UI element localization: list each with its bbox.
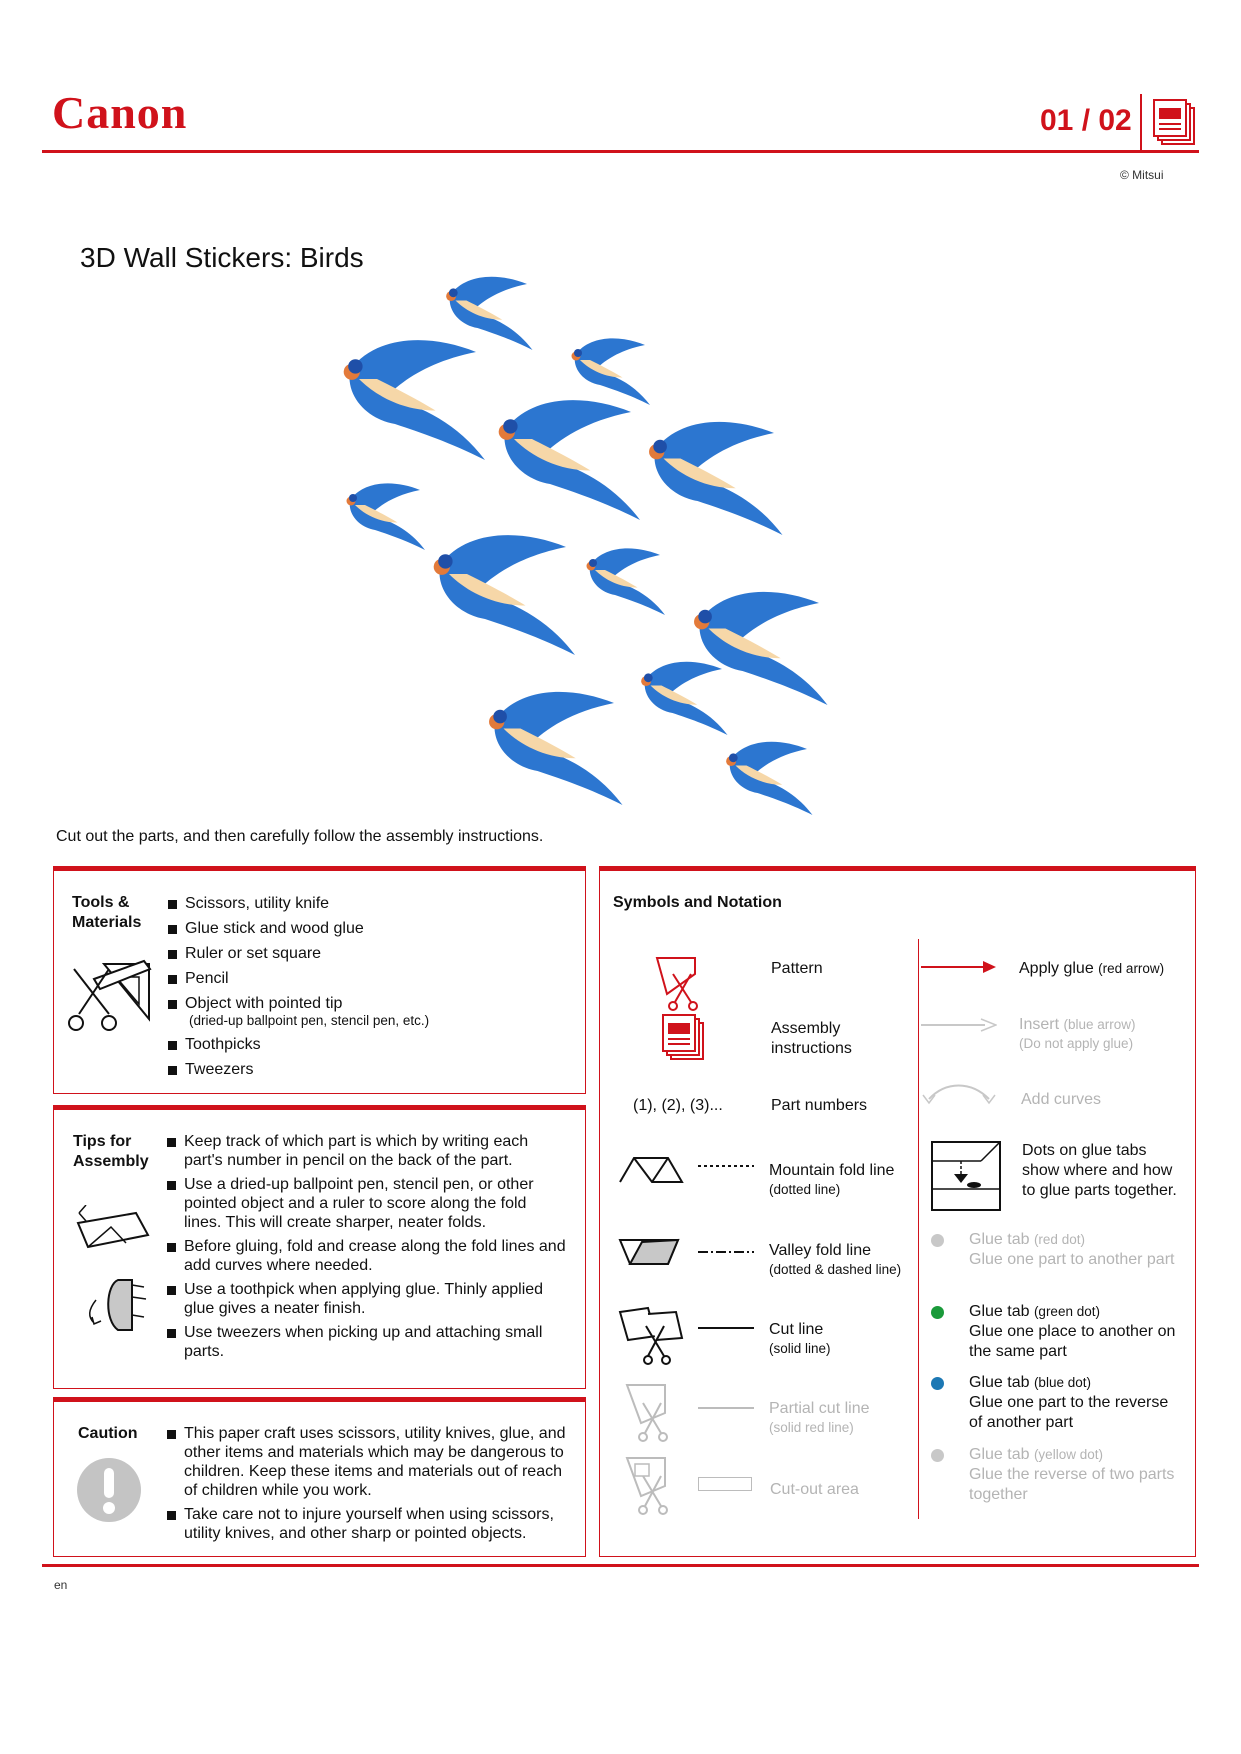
partial-cut-line: Partial cut line (solid red line) xyxy=(769,1400,870,1435)
glue-tab-red: Glue tab (red dot) Glue one part to another part xyxy=(969,1231,1175,1268)
partial-cut-icon xyxy=(625,1383,675,1443)
cutout-area-icon xyxy=(625,1456,675,1516)
instructions-doc-icon xyxy=(1152,98,1200,148)
assembly-instructions-label: Assembly instructions xyxy=(771,1020,852,1057)
cutout-rect-icon xyxy=(698,1477,752,1491)
curve-arrows-icon xyxy=(921,1081,997,1107)
tools-list xyxy=(168,894,568,1079)
footer-rule xyxy=(42,1564,1199,1567)
glue-tab-blue: Glue tab (blue dot) Glue one part to the reverse of another part xyxy=(969,1374,1169,1431)
valley-fold: Valley fold line (dotted & dashed line) xyxy=(769,1242,902,1277)
tip-item: Use tweezers when picking up and attaching small parts. xyxy=(167,1323,567,1361)
insert: Insert (blue arrow) (Do not apply glue) xyxy=(1019,1016,1136,1051)
caution-list xyxy=(167,1424,567,1543)
tool-item: Pencil xyxy=(168,969,568,988)
part-numbers-label: Part numbers xyxy=(771,1097,868,1114)
part-numbers-code: (1), (2), (3)... xyxy=(633,1097,723,1114)
tips-assembly-box xyxy=(53,1105,586,1389)
glue-tab-green: Glue tab (green dot) Glue one place to another on the same part xyxy=(969,1303,1176,1360)
yellow-dot-icon xyxy=(931,1449,944,1462)
tool-item: Tweezers xyxy=(168,1060,568,1079)
canon-logo: Canon xyxy=(52,87,188,138)
valley-fold-icon xyxy=(618,1236,684,1268)
symbols-column-divider xyxy=(918,939,919,1519)
dot-dash-line-icon xyxy=(698,1249,754,1255)
tip-item: Use a toothpick when applying glue. Thinly applied glue gives a neater finish. xyxy=(167,1280,567,1318)
solid-line-icon xyxy=(698,1325,754,1331)
page-number: 01 / 02 xyxy=(1040,104,1132,137)
copyright: © Mitsui xyxy=(1120,168,1164,182)
green-dot-icon xyxy=(931,1306,944,1319)
caution-heading: Caution xyxy=(78,1425,138,1442)
caution-item: Take care not to injure yourself when using scissors, utility knives, and other sharp or pointed objects. xyxy=(167,1505,567,1543)
tip-item: Use a dried-up ballpoint pen, stencil pen, or other pointed object and a ruler to score along the fold lines. This will create sharper, neater folds. xyxy=(167,1175,567,1232)
symbols-heading: Symbols and Notation xyxy=(613,894,782,911)
tool-item: Ruler or set square xyxy=(168,944,568,963)
grey-arrow-icon xyxy=(921,1017,997,1033)
tool-item: Glue stick and wood glue xyxy=(168,919,568,938)
dotted-line-icon xyxy=(698,1163,754,1169)
header-rule xyxy=(42,150,1199,153)
apply-glue: Apply glue (red arrow) xyxy=(1019,960,1165,977)
caution-box xyxy=(53,1397,586,1557)
language-code: en xyxy=(54,1578,68,1592)
tip-item: Keep track of which part is which by writing each part's number in pencil on the back of the part. xyxy=(167,1132,567,1170)
grey-line-icon xyxy=(698,1405,754,1411)
cut-line: Cut line (solid line) xyxy=(769,1321,831,1356)
tips-heading: Tips for Assembly xyxy=(73,1133,149,1170)
glue-tab-yellow: Glue tab (yellow dot) Glue the reverse of two parts together xyxy=(969,1446,1175,1503)
pointed-tip-note: (dried-up ballpoint pen, stencil pen, etc.) xyxy=(189,1013,430,1028)
symbols-notation-box xyxy=(599,866,1196,1557)
pattern-scissors-icon xyxy=(655,956,705,1011)
tip-item: Before gluing, fold and crease along the fold lines and add curves where needed. xyxy=(167,1237,567,1275)
blue-dot-icon xyxy=(931,1377,944,1390)
glue-tab-dots-icon xyxy=(931,1141,1001,1213)
page-title: 3D Wall Stickers: Birds xyxy=(80,242,364,273)
cutout-area-label: Cut-out area xyxy=(770,1481,859,1498)
add-curves-label: Add curves xyxy=(1021,1091,1102,1108)
glue-dots-explanation: Dots on glue tabs show where and how to glue parts together. xyxy=(1022,1142,1177,1199)
caution-item: This paper craft uses scissors, utility knives, glue, and other items and materials which may be dangerous to children. Keep these items and materials out of reach of children while you work. xyxy=(167,1424,567,1500)
swallow-birds-illustration xyxy=(330,275,930,815)
mountain-fold-icon xyxy=(618,1154,684,1186)
pattern-label: Pattern xyxy=(771,960,823,977)
tool-item: Scissors, utility knife xyxy=(168,894,568,913)
tool-item: Toothpicks xyxy=(168,1035,568,1054)
header-divider xyxy=(1140,94,1142,152)
tools-materials-box xyxy=(53,866,586,1094)
intro-text: Cut out the parts, and then carefully follow the assembly instructions. xyxy=(56,828,544,845)
assembly-doc-icon xyxy=(662,1014,706,1064)
scissors-ruler-pencil-icon xyxy=(64,959,164,1039)
scoring-folding-hands-icon xyxy=(76,1205,156,1350)
exclamation-icon xyxy=(76,1457,142,1523)
tips-list xyxy=(167,1132,567,1361)
mountain-fold: Mountain fold line (dotted line) xyxy=(769,1162,895,1197)
cut-scissors-icon xyxy=(618,1306,684,1366)
red-dot-icon xyxy=(931,1234,944,1247)
tool-item: Object with pointed tip xyxy=(168,994,568,1013)
red-arrow-icon xyxy=(921,959,997,975)
tools-heading: Tools & Materials xyxy=(72,894,142,931)
